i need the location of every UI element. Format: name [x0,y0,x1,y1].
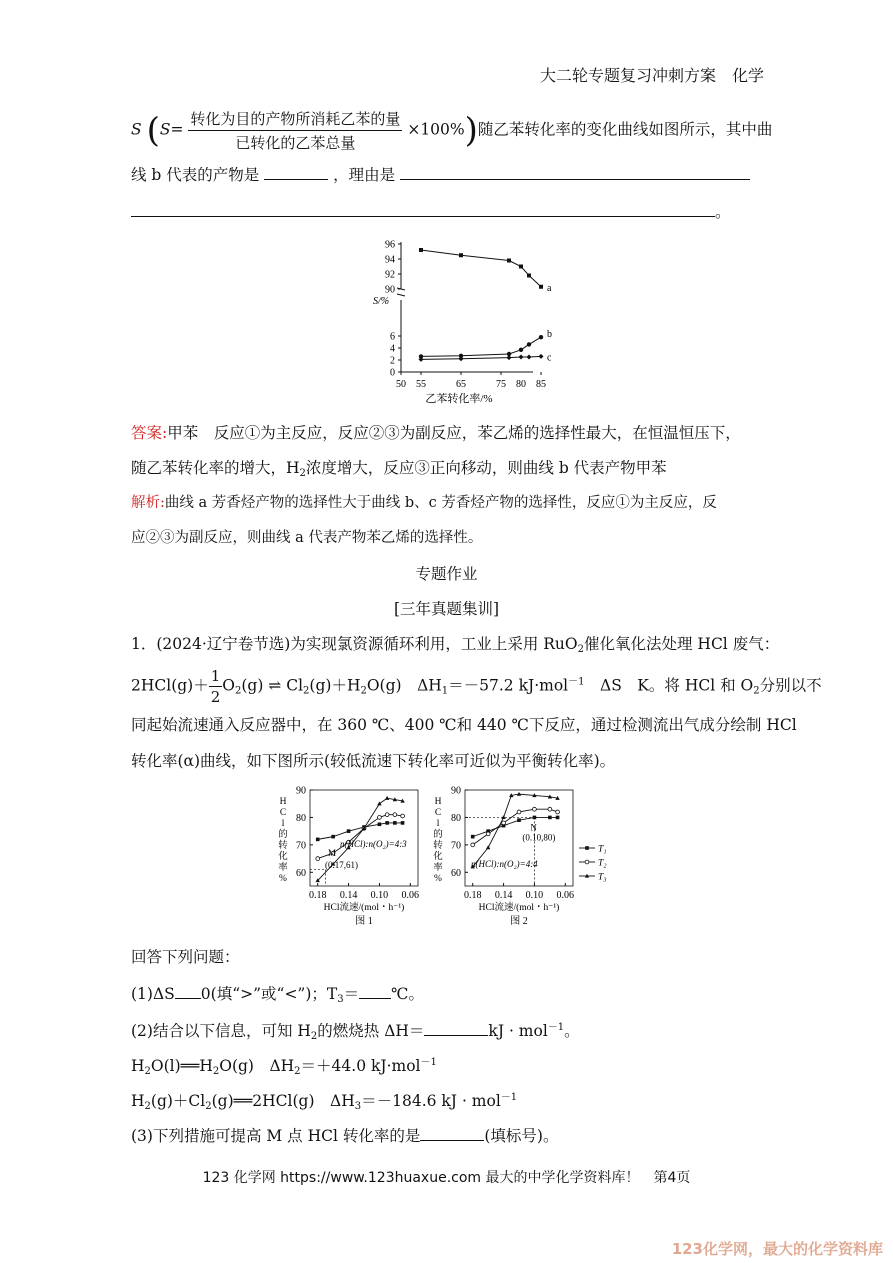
eq-c-sub: 2 [303,685,310,697]
ylabel-char: H [279,797,287,807]
y-tick-label: 90 [296,785,306,797]
series-b-line [421,337,541,356]
blank-measures[interactable] [420,1140,484,1141]
right-paren: ) [464,110,478,151]
eqB-c: (g)══2HCl(g) ΔH [211,1092,355,1110]
eqA-sub2: 2 [212,1066,220,1077]
answer-blank-reason-cont[interactable] [131,202,715,217]
series-c-point [519,355,524,360]
section-subtitle: [三年真题集训] [393,600,500,618]
q1-line-1 [131,632,779,655]
y-tick-label: 94 [385,254,395,266]
y-tick-label: 0 [390,367,395,379]
ylabel-char: l [436,819,440,829]
ylabel-char: H [434,797,442,807]
y-tick-label: 90 [451,785,461,797]
x-tick-label: 55 [416,379,426,390]
hcl-conversion-figures [270,786,610,936]
eq-d: (g)＋H [309,676,361,695]
analysis-label: 解析: [131,495,165,511]
eqB-d: ＝－184.6 kJ · mol [361,1092,501,1110]
subq1-c: ＝ [343,985,360,1003]
series-c-point [527,355,532,360]
eqB-b: (g)＋Cl [150,1092,206,1110]
curve-point [316,838,320,842]
plot-frame [465,790,573,886]
answer-sub: 2 [299,468,306,479]
ylabel-char: 率 [433,863,443,873]
ylabel-char: 化 [278,852,288,862]
answer-text-2a: 随乙苯转化率的增大，H [131,459,300,477]
y-tick-label: 70 [451,840,461,852]
curve-point [471,835,475,839]
curve-point [548,816,552,820]
legend-label: T₂ [598,858,607,869]
legend-label: T₁ [598,844,607,855]
line2-text-a: 线 b 代表的产物是 [131,166,260,184]
blank-t3[interactable] [359,998,391,999]
eqB-a: H [131,1092,145,1110]
ylabel-char: % [279,874,287,884]
y-tick-label: 60 [296,867,306,879]
eqA-sub1: 2 [144,1066,151,1077]
answer-blank-reason[interactable] [400,179,750,180]
subq2-d: 。 [564,1022,580,1040]
point-m-coord: (0.17,61) [325,860,358,870]
curve-point [401,814,405,818]
subq2-b: 的燃烧热 ΔH＝ [317,1022,425,1040]
eqA-d: ＝＋44.0 kJ·mol [300,1057,421,1075]
answer-line-2 [131,456,667,479]
y-tick-label: 4 [390,343,395,355]
chart1-ylabel: S/% [373,296,390,307]
curve-point [393,813,397,817]
eq-half-num: 1 [210,667,221,685]
x-tick-label: 0.18 [463,890,482,901]
ylabel-char: % [434,874,442,884]
fraction-denominator: 已转化的乙苯总量 [235,134,356,152]
ylabel-char: 转 [433,841,443,851]
y-tick-label: 80 [296,812,306,824]
subq2-sub: 2 [310,1031,318,1042]
eq-f: ＝－57.2 kJ·mol [448,676,569,695]
eq-c: (g) ⇌ Cl [241,676,304,695]
series-a-point [527,274,531,278]
ylabel-char: 率 [278,863,288,873]
q1-line-3: 同起始流速通入反应器中，在 360 ℃、400 ℃和 440 ℃下反应，通过检测流出气成分绘制 HCl [131,716,797,734]
legend-label: T₃ [598,872,607,883]
blank-delta-s[interactable] [175,998,201,999]
fig1-ratio: n(HCl):n(O₂)=4:3 [340,839,407,849]
series-b-point [527,342,531,346]
curve-point [533,807,537,811]
legend-marker [585,846,589,850]
fraction-numerator: 转化为目的产物所消耗乙苯的量 [188,108,402,131]
answer-text-2b: 浓度增大，反应③正向移动，则曲线 b 代表产物甲苯 [305,459,667,477]
eq-h: 分别以不 [759,676,822,695]
analysis-text-2: 应②③为副反应，则曲线 a 代表产物苯乙烯的选择性。 [131,530,483,546]
series-a-point [459,253,463,257]
selectivity-fraction [188,108,402,153]
q1-text-1b: 催化氧化法处理 HCl 废气： [584,635,780,653]
curve-point [385,821,389,825]
curve-point [378,816,382,820]
eq-hcl-formation [131,1088,517,1112]
eqA-sup: －1 [420,1057,437,1068]
point-n-label: N [530,822,537,833]
curve-point [502,821,506,825]
analysis-line-2 [131,526,482,547]
intro-after-text: 随乙苯转化率的变化曲线如图所示，其中曲 [477,120,773,139]
ylabel-char: 的 [433,830,443,840]
answer-text-1: 甲苯 反应①为主反应，反应②③为副反应，苯乙烯的选择性最大，在恒温恒压下， [167,424,741,442]
q1-line-4: 转化率(α)曲线，如下图所示(较低流速下转化率可近似为平衡转化率)。 [131,752,616,770]
y-tick-label: 80 [451,812,461,824]
eq-e-sub: 1 [441,685,449,697]
subq-intro: 回答下列问题： [131,948,240,966]
subq-2 [131,1018,580,1042]
x-tick-label: 75 [496,379,506,390]
selectivity-definition [131,108,772,153]
subq-3 [131,1124,558,1146]
subq-1 [131,982,424,1005]
fig-caption: 图 2 [510,916,528,927]
curve-point [378,822,382,826]
y-tick-label: 90 [385,284,395,296]
subq3-a: (3)下列措施可提高 M 点 HCl 转化率的是 [131,1127,421,1145]
curve-point [347,829,351,833]
ylabel-char: 转 [278,841,288,851]
fig-caption: 图 1 [355,916,373,927]
curve-point [517,818,521,822]
eqA-c: O(g) ΔH [219,1057,295,1075]
eq-f-sup: －1 [568,676,585,688]
answer-line-1 [131,421,741,443]
answer-label: 答案: [131,424,168,442]
series-b-point [539,335,543,339]
ylabel-char: 化 [433,852,443,862]
series-c-point [539,354,544,359]
left-paren: ( [146,110,160,151]
x-tick-label: 0.18 [308,890,327,901]
series-b-label: b [547,329,552,341]
s-symbol: S [131,120,142,139]
y-tick-label: 2 [390,355,395,367]
eq-d-sub: 2 [360,685,367,697]
curve-point [517,792,521,796]
eqA-b: O(l)══H [150,1057,213,1075]
page-footer: 123 化学网 https://www.123huaxue.com 最大的中学化学资料库！ 第4页 [202,1170,691,1186]
analysis-line-1 [131,491,717,512]
q1-equation [131,667,822,706]
eqB-sub2: 2 [205,1101,212,1112]
x-tick-label: 0.06 [401,890,420,901]
x-tick-label: 0.10 [370,890,389,901]
eqB-sup: －1 [500,1092,518,1103]
series-c-point [507,355,512,360]
fig2-ratio: n(HCl):n(O₂)=4:4 [471,859,538,869]
y-tick-label: 96 [385,239,395,251]
ylabel-char: C [279,808,287,818]
x-tick-label: 50 [396,379,406,390]
line2-text-b: ，理由是 [333,166,396,184]
curve-point [501,815,505,819]
eq-g: ΔS K。将 HCl 和 O [584,676,754,695]
header-title: 大二轮专题复习冲刺方案 化学 [540,66,765,85]
series-a-point [507,259,511,263]
legend-marker [585,860,589,864]
curve-point [393,821,397,825]
s-eq: S= [159,120,184,139]
fig-xlabel: HCl流速/(mol・h⁻¹) [478,903,560,913]
x-tick-label: 0.06 [556,890,575,901]
curve-point [385,813,389,817]
chart1-xlabel: 乙苯转化率/% [425,393,493,405]
subq2-c: kJ · mol [488,1022,548,1040]
eq-half [209,667,223,706]
period: 。 [715,203,731,221]
ylabel-char: l [281,819,285,829]
y-tick-label: 60 [451,867,461,879]
curve-3 [473,794,558,867]
eq-b: O [222,676,235,695]
eq-water [131,1053,437,1077]
eq-g-sub: 2 [753,685,760,697]
intro-line-2 [131,163,750,185]
curve-point [471,843,475,847]
x-tick-label: 0.14 [494,890,513,901]
ylabel-char: 的 [278,830,288,840]
point-m-label: M [328,848,337,858]
eqA-sub3: 2 [294,1066,301,1077]
series-a-point [419,248,423,252]
answer-blank-product[interactable] [264,179,328,180]
series-a-point [519,265,523,269]
subq1-sub: 3 [337,994,344,1005]
subq2-sup: －1 [547,1022,565,1033]
subq3-b: (填标号)。 [484,1127,559,1145]
x-tick-label: 85 [536,379,546,390]
eq-half-den: 2 [210,688,221,706]
curve-1 [318,823,403,839]
series-c-label: c [547,352,552,364]
curve-point [556,816,560,820]
subq2-a: (2)结合以下信息，可知 H [131,1022,311,1040]
watermark: 123化学网，最大的化学资料库 [671,1240,883,1258]
curve-point [331,835,335,839]
intro-line-3 [131,200,731,222]
y-tick-label: 6 [390,331,395,343]
q1-text-1a: 1．(2024·辽宁卷节选)为实现氯资源循环利用，工业上采用 RuO [131,635,578,653]
subq1-b: 0(填“>”或“<”)；T [200,985,338,1003]
eq-b-sub: 2 [234,685,242,697]
y-tick-label: 70 [296,840,306,852]
series-b-point [519,348,523,352]
x-tick-label: 0.14 [339,890,358,901]
curve-point [401,821,405,825]
series-a-point [539,285,543,289]
x-tick-label: 80 [516,379,526,390]
curve-point [377,801,381,805]
x-tick-label: 0.10 [525,890,544,901]
ylabel-char: C [434,808,442,818]
analysis-text-1: 曲线 a 芳香烃产物的选择性大于曲线 b、c 芳香烃产物的选择性，反应①为主反应，反 [164,495,717,511]
point-n-coord: (0.10,80) [522,832,556,843]
eq-e: O(g) ΔH [366,676,442,695]
curve-point [517,810,521,814]
curve-point [548,807,552,811]
q1-sub-1: 2 [577,644,584,655]
section-title: 专题作业 [415,565,478,583]
curve-point [316,857,320,861]
subq1-a: (1)ΔS [131,985,175,1003]
curve-point [556,810,560,814]
curve-point [486,845,490,849]
curve-point [385,796,389,800]
eqB-sub1: 2 [144,1101,151,1112]
x-tick-label: 65 [456,379,466,390]
fig-xlabel: HCl流速/(mol・h⁻¹) [323,903,405,913]
selectivity-chart [355,234,552,409]
blank-delta-h[interactable] [424,1035,488,1036]
subq1-d: ℃。 [391,985,424,1003]
eqA-a: H [131,1057,145,1075]
times-100: ×100% [407,120,465,139]
series-a-label: a [547,282,552,294]
eq-a: 2HCl(g)＋ [131,676,209,695]
eqB-sub3: 3 [354,1101,362,1112]
y-tick-label: 92 [385,269,395,281]
curve-point [486,832,490,836]
